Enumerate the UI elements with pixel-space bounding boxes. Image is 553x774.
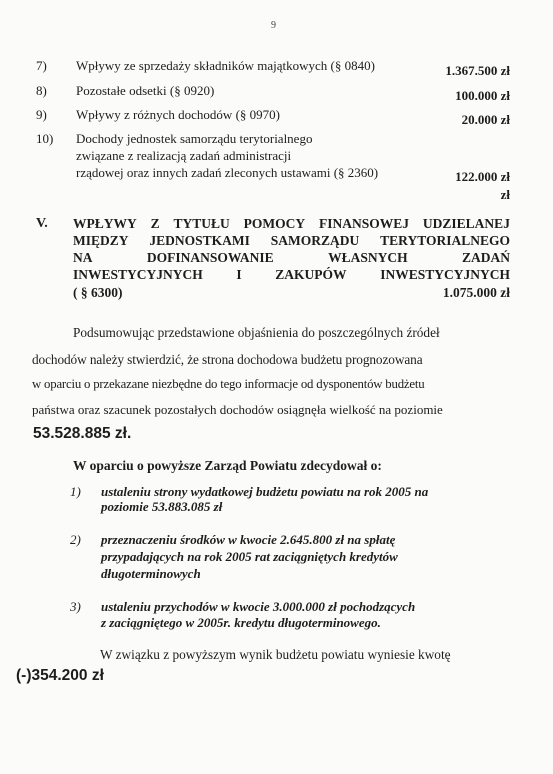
heading-word: SAMORZĄDU — [270, 233, 360, 248]
page-number: 9 — [271, 20, 276, 31]
decision-number: 3) — [70, 599, 81, 614]
decision-number: 2) — [70, 532, 81, 547]
heading-word: ZADAŃ — [461, 250, 510, 265]
heading-word: TYTUŁU — [173, 216, 230, 231]
summary-line: Podsumowując przedstawione objaśnienia do poszczególnych źródeł — [73, 325, 440, 340]
summary-line: państwa oraz szacunek pozostałych dochodów osiągnęła wielkość na poziomie — [32, 402, 443, 417]
item-text: Wpływy ze sprzedaży składników majątkowych (§ 0840) — [76, 58, 375, 73]
section-amount: 1.075.000 zł — [442, 285, 510, 300]
item-amount: 122.000 zł — [455, 169, 510, 184]
item-text: Pozostałe odsetki (§ 0920) — [76, 83, 215, 98]
item-amount-extra: zł — [500, 187, 510, 202]
heading-word: WPŁYWY — [73, 216, 137, 231]
heading-word: Z — [150, 216, 160, 231]
item-number: 9) — [36, 107, 47, 122]
budget-result: (-)354.200 zł — [16, 667, 104, 684]
summary-line: dochodów należy stwierdzić, że strona dochodowa budżetu prognozowana — [32, 352, 423, 367]
heading-word: POMOCY — [243, 216, 306, 231]
decision-line: z zaciągniętego w 2005r. kredytu długoterminowego. — [101, 615, 381, 630]
heading-word: WŁASNYCH — [328, 250, 408, 265]
decision-line: przeznaczeniu środków w kwocie 2.645.800 zł na spłatę — [101, 532, 396, 547]
item-text-line: Dochody jednostek samorządu terytorialnego — [76, 131, 313, 146]
section-paragraph-code: ( § 6300) — [73, 285, 123, 300]
item-number: 10) — [36, 131, 54, 146]
item-text-line: związane z realizacją zadań administracji — [76, 148, 292, 163]
heading-word: MIĘDZY — [73, 233, 129, 248]
item-amount: 100.000 zł — [455, 88, 510, 103]
heading-word: INWESTYCYJNYCH — [73, 267, 203, 282]
heading-word: UDZIELANEJ — [422, 216, 510, 231]
item-text-line: rządowej oraz innych zadań zleconych ustawami (§ 2360) — [76, 165, 379, 180]
item-number: 8) — [36, 83, 47, 98]
heading-word: I — [236, 267, 242, 282]
summary-line: w oparciu o przekazane niezbędne do tego informacje od dysponentów budżetu — [32, 377, 425, 391]
heading-word: NA — [73, 250, 93, 265]
heading-word: ZAKUPÓW — [275, 267, 347, 282]
section-heading-line — [73, 233, 510, 249]
decision-line: długoterminowych — [101, 566, 201, 581]
section-roman-numeral: V. — [36, 216, 48, 231]
heading-word: JEDNOSTKAMI — [149, 233, 250, 248]
heading-word: INWESTYCYJNYCH — [380, 267, 510, 282]
decision-line: poziomie 53.883.085 zł — [101, 499, 223, 514]
section-heading-line — [73, 250, 510, 266]
decision-intro: W oparciu o powyższe Zarząd Powiatu zdecydował o: — [73, 458, 382, 473]
item-text: Wpływy z różnych dochodów (§ 0970) — [76, 107, 280, 122]
revenue-total: 53.528.885 zł. — [33, 425, 132, 442]
section-heading-last-line — [73, 285, 510, 301]
item-amount: 1.367.500 zł — [445, 63, 510, 78]
section-heading-line — [73, 216, 510, 232]
heading-word: FINANSOWEJ — [319, 216, 410, 231]
heading-word: TERYTORIALNEGO — [380, 233, 510, 248]
decision-line: ustaleniu przychodów w kwocie 3.000.000 zł pochodzących — [101, 599, 416, 614]
decision-line: ustaleniu strony wydatkowej budżetu powiatu na rok 2005 na — [101, 484, 429, 499]
decision-line: przypadających na rok 2005 rat zaciągniętych kredytów — [101, 549, 398, 564]
heading-word: DOFINANSOWANIE — [146, 250, 274, 265]
conclusion-text: W związku z powyższym wynik budżetu powiatu wyniesie kwotę — [100, 647, 451, 662]
section-heading-line — [73, 267, 510, 283]
item-amount: 20.000 zł — [461, 112, 510, 127]
item-number: 7) — [36, 58, 47, 73]
decision-number: 1) — [70, 484, 81, 499]
